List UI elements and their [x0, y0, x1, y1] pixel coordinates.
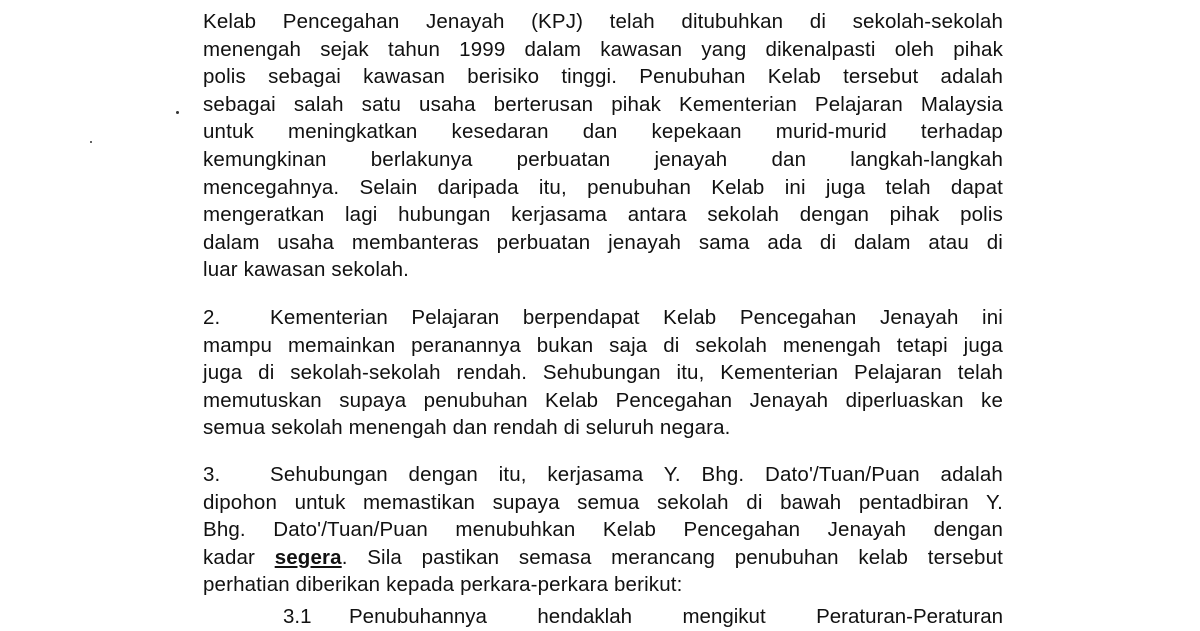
paragraph-2-line: semua sekolah menengah dan rendah di seluruh negara. — [203, 416, 731, 440]
paragraph-number: 3. — [203, 463, 221, 486]
subitem-number: 3.1 — [283, 605, 312, 628]
paragraph-1 — [203, 8, 1003, 284]
paragraph-3-first-text: Sehubungan dengan itu, kerjasama Y. Bhg. Dato'/Tuan/Puan adalah — [270, 463, 1003, 486]
paragraph-2-first-line — [203, 304, 1003, 332]
paragraph-2-line: memutuskan supaya penubuhan Kelab Pencegahan Jenayah diperluaskan ke — [203, 388, 1003, 412]
subitem-3-1 — [283, 603, 1003, 631]
subitem-line — [283, 603, 1003, 631]
paragraph-2 — [203, 304, 1003, 442]
paragraph-1-line: polis sebagai kawasan berisiko tinggi. Penubuhan Kelab tersebut adalah — [203, 65, 1003, 89]
paragraph-3-first-line — [203, 461, 1003, 489]
paragraph-3-line: dipohon untuk memastikan supaya semua sekolah di bawah pentadbiran Y. — [203, 490, 1003, 514]
paragraph-1-line: kemungkinan berlakunya perbuatan jenayah dan langkah-langkah — [203, 147, 1003, 171]
paragraph-3-text: . Sila pastikan semasa merancang penubuhan kelab tersebut — [341, 545, 1003, 569]
paragraph-1-line: Kelab Pencegahan Jenayah (KPJ) telah ditubuhkan di sekolah-sekolah — [203, 10, 1003, 33]
paragraph-1-line: luar kawasan sekolah. — [203, 258, 409, 282]
paragraph-2-line: mampu memainkan peranannya bukan saja di sekolah menengah tetapi juga — [203, 333, 1003, 357]
paragraph-1-line: mengeratkan lagi hubungan kerjasama antara sekolah dengan pihak polis — [203, 203, 1003, 227]
paragraph-1-line: menengah sejak tahun 1999 dalam kawasan yang dikenalpasti oleh pihak — [203, 37, 1003, 61]
emphasis-word: segera — [274, 545, 342, 569]
paragraph-3-line — [203, 544, 1003, 572]
paragraph-3-line: Bhg. Dato'/Tuan/Puan menubuhkan Kelab Pencegahan Jenayah dengan — [203, 518, 1003, 542]
paragraph-3-line: perhatian diberikan kepada perkara-perkara berikut: — [203, 573, 683, 597]
scan-speck — [90, 141, 92, 143]
subitem-text: Penubuhannya hendaklah mengikut Peraturan-Peraturan — [349, 605, 1003, 628]
paragraph-2-line: juga di sekolah-sekolah rendah. Sehubungan itu, Kementerian Pelajaran telah — [203, 361, 1003, 385]
scan-speck — [176, 111, 179, 114]
paragraph-2-first-text: Kementerian Pelajaran berpendapat Kelab Pencegahan Jenayah ini — [270, 306, 1003, 329]
paragraph-3 — [203, 461, 1003, 599]
paragraph-1-line: mencegahnya. Selain daripada itu, penubuhan Kelab ini juga telah dapat — [203, 175, 1003, 199]
paragraph-1-line: sebagai salah satu usaha berterusan pihak Kementerian Pelajaran Malaysia — [203, 92, 1003, 116]
paragraph-1-line: untuk meningkatkan kesedaran dan kepekaan murid-murid terhadap — [203, 120, 1003, 144]
paragraph-1-line: dalam usaha membanteras perbuatan jenayah sama ada di dalam atau di — [203, 230, 1003, 254]
paragraph-number: 2. — [203, 306, 221, 329]
paragraph-3-text: kadar — [203, 545, 275, 569]
